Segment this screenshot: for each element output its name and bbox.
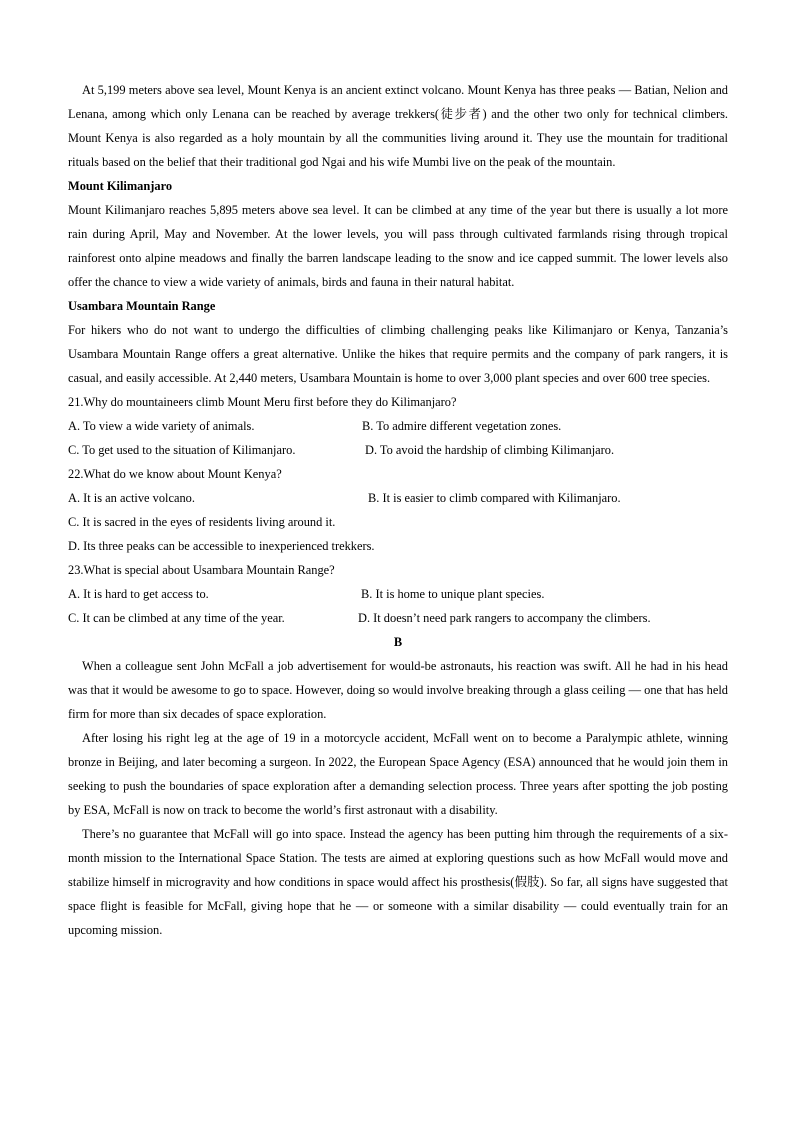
question-22-option-c: C. It is sacred in the eyes of residents living around it. bbox=[68, 515, 336, 529]
kilimanjaro-paragraph: Mount Kilimanjaro reaches 5,895 meters above sea level. It can be climbed at any time of the year but there is usually a lot more rain during April, May and November. At the lower levels, you will pass through cultivated farmlands rising through tropical rainforest onto alpine meadows and finally the barren landscape leading to the snow and ice capped summit. The lower levels also offer the chance to view a wide variety of animals, birds and fauna in their natural habitat. bbox=[68, 203, 728, 289]
question-21-stem: 21.Why do mountaineers climb Mount Meru first before they do Kilimanjaro? bbox=[68, 395, 457, 409]
passage-b-paragraph-1: When a colleague sent John McFall a job advertisement for would-be astronauts, his reaction was swift. All he had in his head was that it would be awesome to go to space. However, doing so would involve breaking through a glass ceiling — one that has held firm for more than six decades of space exploration. bbox=[68, 659, 728, 721]
question-23-stem: 23.What is special about Usambara Mountain Range? bbox=[68, 563, 335, 577]
question-22-option-d: D. Its three peaks can be accessible to inexperienced trekkers. bbox=[68, 539, 375, 553]
usambara-heading: Usambara Mountain Range bbox=[68, 299, 216, 313]
question-21-option-a: A. To view a wide variety of animals. bbox=[68, 419, 255, 433]
question-23-option-c: C. It can be climbed at any time of the year. bbox=[68, 611, 285, 625]
question-22-option-b: B. It is easier to climb compared with Kilimanjaro. bbox=[368, 491, 621, 505]
kilimanjaro-heading: Mount Kilimanjaro bbox=[68, 179, 173, 193]
question-22-option-a: A. It is an active volcano. bbox=[68, 491, 195, 505]
question-21-option-d: D. To avoid the hardship of climbing Kilimanjaro. bbox=[365, 443, 615, 457]
question-23-options-row-2 bbox=[68, 606, 728, 630]
question-23-option-a: A. It is hard to get access to. bbox=[68, 587, 209, 601]
question-23-option-b: B. It is home to unique plant species. bbox=[361, 587, 545, 601]
question-21-options-row-1 bbox=[68, 414, 728, 438]
section-b-heading: B bbox=[393, 635, 403, 649]
question-23-option-d: D. It doesn’t need park rangers to accompany the climbers. bbox=[358, 611, 651, 625]
document-content bbox=[68, 78, 728, 942]
question-22-stem: 22.What do we know about Mount Kenya? bbox=[68, 467, 282, 481]
passage-b-paragraph-3: There’s no guarantee that McFall will go into space. Instead the agency has been putting him through the requirements of a six-month mission to the International Space Station. The tests are aimed at exploring questions such as how McFall would move and stabilize himself in microgravity and how conditions in space would affect his prosthesis(假肢). So far, all signs have suggested that space flight is feasible for McFall, giving hope that he — or someone with a similar disability — could eventually train for an upcoming mission. bbox=[68, 827, 728, 937]
question-21-options-row-2 bbox=[68, 438, 728, 462]
question-23-options-row-1 bbox=[68, 582, 728, 606]
question-21-option-b: B. To admire different vegetation zones. bbox=[362, 419, 562, 433]
usambara-paragraph: For hikers who do not want to undergo the difficulties of climbing challenging peaks like Kilimanjaro or Kenya, Tanzania’s Usambara Mountain Range offers a great alternative. Unlike the hikes that require permits and the company of park rangers, it is casual, and easily accessible. At 2,440 meters, Usambara Mountain is home to over 3,000 plant species and over 600 tree species. bbox=[68, 323, 728, 385]
passage-b-paragraph-2: After losing his right leg at the age of 19 in a motorcycle accident, McFall went on to become a Paralympic athlete, winning bronze in Beijing, and later becoming a surgeon. In 2022, the European Space Agency (ESA) announced that he would join them in seeking to push the boundaries of space exploration after a demanding selection process. Three years after spotting the job posting by ESA, McFall is now on track to become the world’s first astronaut with a disability. bbox=[68, 731, 728, 817]
mount-kenya-paragraph: At 5,199 meters above sea level, Mount Kenya is an ancient extinct volcano. Mount Kenya has three peaks — Batian, Nelion and Lenana, among which only Lenana can be reached by average trekkers(徒步者) and the other two only for technical climbers. Mount Kenya is also regarded as a holy mountain by all the communities living around it. They use the mountain for traditional rituals based on the belief that their traditional god Ngai and his wife Mumbi live on the peak of the mountain. bbox=[68, 83, 728, 169]
question-21-option-c: C. To get used to the situation of Kilimanjaro. bbox=[68, 443, 296, 457]
question-22-options-row-1 bbox=[68, 486, 728, 510]
